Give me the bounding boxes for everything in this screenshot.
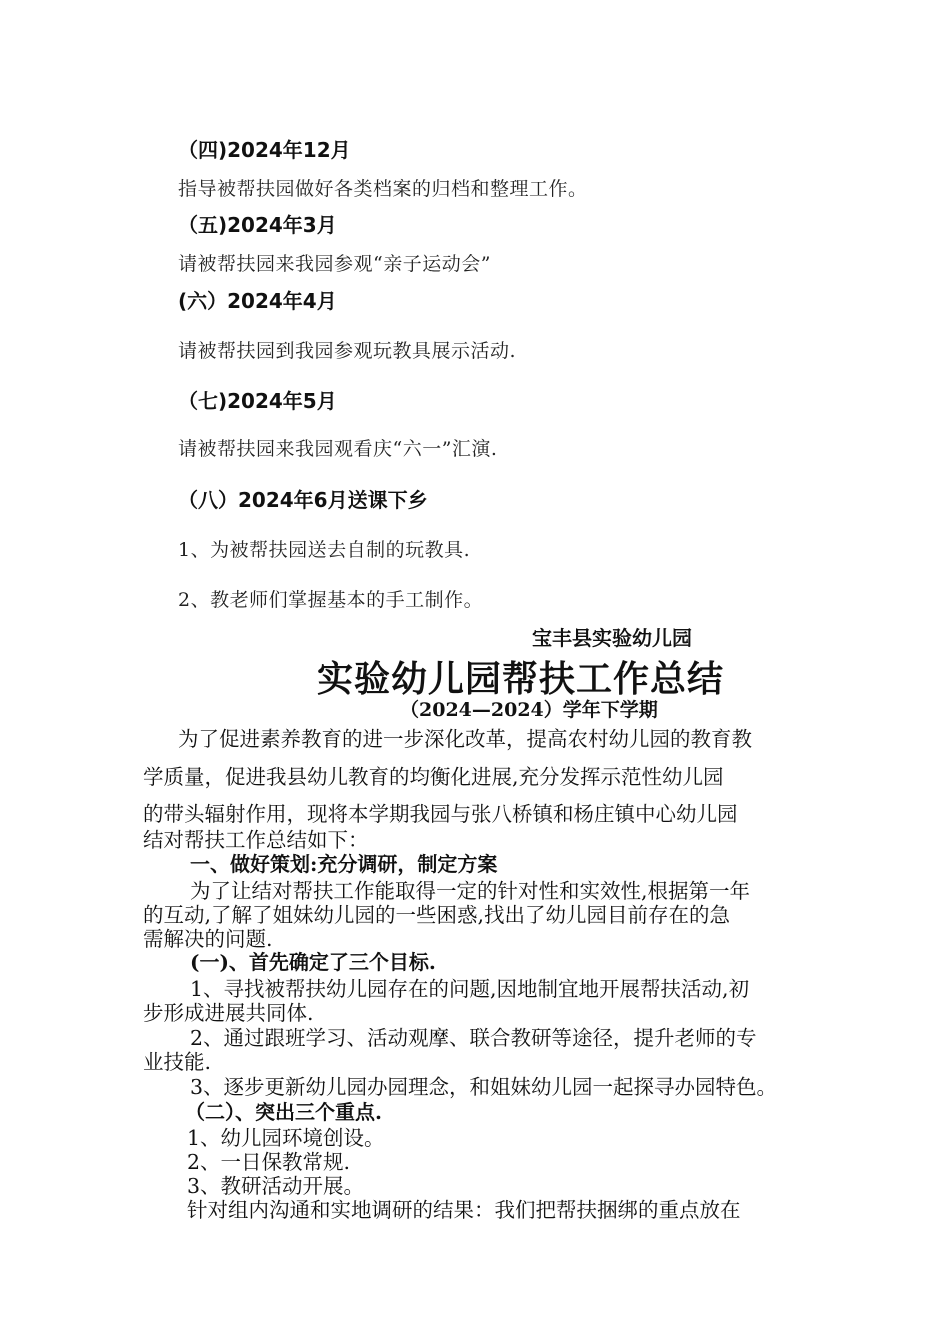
school-name: 宝丰县实验幼儿园 (532, 626, 692, 650)
goal-item: 1、寻找被帮扶幼儿园存在的问题,因地制宜地开展帮扶活动,初 (190, 977, 750, 1001)
heading-may: （七)2024年5月 (178, 389, 337, 413)
goal-item: 2、通过跟班学习、活动观摩、联合教研等途径，提升老师的专 (190, 1026, 757, 1050)
intro-line: 为了促进素养教育的进一步深化改革，提高农村幼儿园的教育教 (178, 727, 752, 751)
focus-heading: （二）、突出三个重点. (185, 1100, 382, 1124)
para-may: 请被帮扶园来我园观看庆“六一”汇演. (178, 438, 498, 460)
goal-item: 步形成进展共同体. (143, 1001, 314, 1025)
section1-line: 需解决的问题. (143, 927, 273, 951)
heading-dec: （四)2024年12月 (178, 138, 351, 162)
para-jun-2: 2、教老师们掌握基本的手工制作。 (178, 589, 484, 611)
focus-item: 2、一日保教常规. (187, 1150, 351, 1174)
heading-mar: （五)2024年3月 (178, 213, 337, 237)
intro-line: 结对帮扶工作总结如下： (143, 828, 369, 852)
document-subtitle: （2024—2024）学年下学期 (400, 699, 658, 721)
para-dec: 指导被帮扶园做好各类档案的归档和整理工作。 (178, 178, 588, 200)
para-jun-1: 1、为被帮扶园送去自制的玩教具. (178, 539, 471, 561)
heading-jun: （八）2024年6月送课下乡 (178, 488, 428, 512)
heading-apr: (六）2024年4月 (178, 289, 337, 313)
section1-line: 的互动,了解了姐妹幼儿园的一些困惑,找出了幼儿园目前存在的急 (143, 903, 731, 927)
intro-line: 学质量，促进我县幼儿教育的均衡化进展,充分发挥示范性幼儿园 (143, 765, 724, 789)
section1-line: 为了让结对帮扶工作能取得一定的针对性和实效性,根据第一年 (190, 879, 751, 903)
para-apr: 请被帮扶园到我园参观玩教具展示活动. (178, 340, 517, 362)
focus-closing: 针对组内沟通和实地调研的结果：我们把帮扶捆绑的重点放在 (187, 1198, 741, 1222)
document-title: 实验幼儿园帮扶工作总结 (317, 659, 725, 700)
goals-heading: (一)、首先确定了三个目标. (190, 950, 436, 974)
para-mar: 请被帮扶园来我园参观“亲子运动会” (178, 253, 491, 275)
focus-item: 1、幼儿园环境创设。 (187, 1126, 385, 1150)
focus-item: 3、教研活动开展。 (187, 1174, 365, 1198)
intro-line: 的带头辐射作用，现将本学期我园与张八桥镇和杨庄镇中心幼儿园 (143, 802, 738, 826)
section1-heading: 一、做好策划:充分调研，制定方案 (190, 852, 498, 876)
goal-item: 业技能. (143, 1050, 212, 1074)
goal-item: 3、逐步更新幼儿园办园理念，和姐妹幼儿园一起探寻办园特色。 (190, 1075, 778, 1099)
